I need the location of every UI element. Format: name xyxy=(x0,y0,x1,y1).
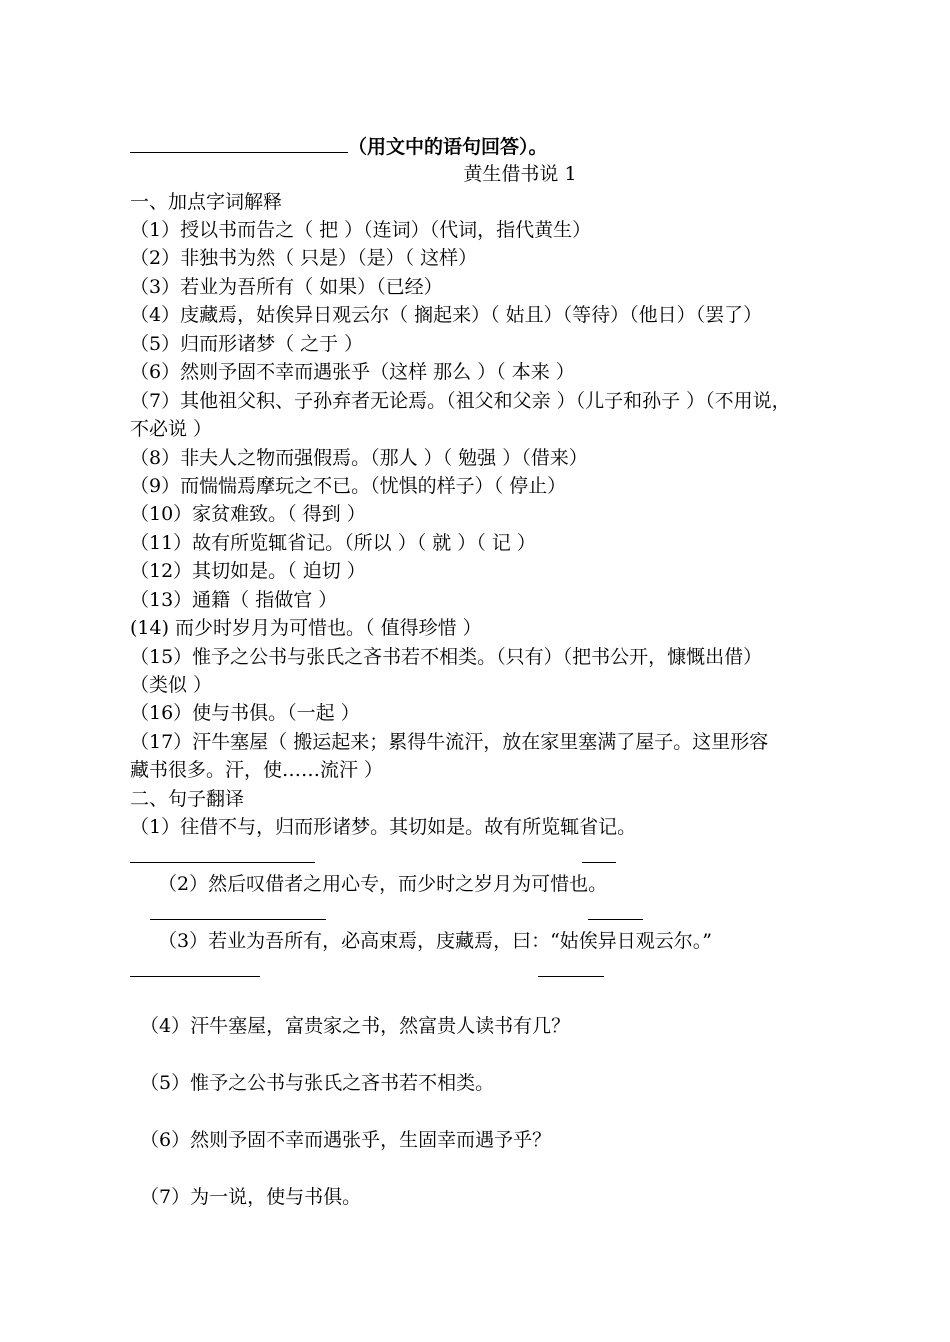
vocab-item: （12）其切如是。（ 迫切 ） xyxy=(130,560,366,582)
answer-blank xyxy=(538,976,604,977)
vocab-item: （4）庋藏焉，姑俟异日观云尔（ 搁起来）（ 姑且）（等待）（他日）（罢了） xyxy=(130,304,763,326)
header-note: （用文中的语句回答）。 xyxy=(348,136,548,158)
translate-item: （2）然后叹借者之用心专，而少时之岁月为可惜也。 xyxy=(158,873,608,895)
vocab-item: （13）通籍（ 指做官 ） xyxy=(130,589,338,611)
answer-blank xyxy=(130,862,315,863)
answer-blank xyxy=(130,132,348,153)
vocab-item: （10）家贫难致。（ 得到 ） xyxy=(130,503,366,525)
vocab-item: （3）若业为吾所有（ 如果）（已经） xyxy=(130,276,443,298)
vocab-item: （9）而惴惴焉摩玩之不已。（忧惧的样子）（ 停止） xyxy=(130,475,567,497)
vocab-item: （1）授以书而告之（ 把 ）（连词）（代词，指代黄生） xyxy=(130,219,592,241)
vocab-item: （17）汗牛塞屋（ 搬运起来；累得牛流汗，放在家里塞满了屋子。这里形容 xyxy=(130,731,769,753)
section2-heading: 二、句子翻译 xyxy=(130,788,245,810)
answer-blank xyxy=(130,976,260,977)
translate-item: （6）然则予固不幸而遇张乎，生固幸而遇予乎？ xyxy=(140,1129,552,1151)
vocab-item: （2）非独书为然（ 只是）（是）（ 这样） xyxy=(130,247,478,269)
translate-item: （1）往借不与，归而形诸梦。其切如是。故有所览辄省记。 xyxy=(130,816,637,838)
translate-item: （3）若业为吾所有，必高束焉，庋藏焉，曰：“姑俟异日观云尔。” xyxy=(158,930,713,952)
answer-blank xyxy=(582,862,616,863)
vocab-item: （类似 ） xyxy=(130,674,213,696)
vocab-item: (14) 而少时岁月为可惜也。（ 值得珍惜 ） xyxy=(130,617,482,639)
vocab-item: （15）惟予之公书与张氏之吝书若不相类。（只有）（把书公开，慷慨出借） xyxy=(130,646,763,668)
vocab-item: （7）其他祖父积、子孙弃者无论焉。（祖父和父亲 ）（儿子和孙子 ）（不用说， xyxy=(130,390,791,412)
translate-item: （7）为一说，使与书俱。 xyxy=(140,1186,362,1208)
vocab-item: 藏书很多。汗，使……流汗 ） xyxy=(130,759,384,781)
header-answer-line xyxy=(130,132,548,161)
vocab-item: （16）使与书俱。（一起 ） xyxy=(130,702,360,724)
vocab-item: （11）故有所览辄省记。（所以 ）（ 就 ）（ 记 ） xyxy=(130,532,536,554)
translate-item: （4）汗牛塞屋，富贵家之书，然富贵人读书有几？ xyxy=(140,1015,571,1037)
section1-heading: 一、加点字词解释 xyxy=(130,191,283,213)
document-title: 黄生借书说 1 xyxy=(463,163,577,185)
answer-blank xyxy=(150,919,326,920)
vocab-item: 不必说 ） xyxy=(130,418,213,440)
vocab-item: （8）非夫人之物而强假焉。（那人 ）（ 勉强 ）（借来） xyxy=(130,447,588,469)
answer-blank xyxy=(588,919,643,920)
translate-item: （5）惟予之公书与张氏之吝书若不相类。 xyxy=(140,1072,495,1094)
vocab-item: （5）归而形诸梦（ 之于 ） xyxy=(130,333,364,355)
vocab-item: （6）然则予固不幸而遇张乎（这样 那么 ）（ 本来 ） xyxy=(130,361,575,383)
